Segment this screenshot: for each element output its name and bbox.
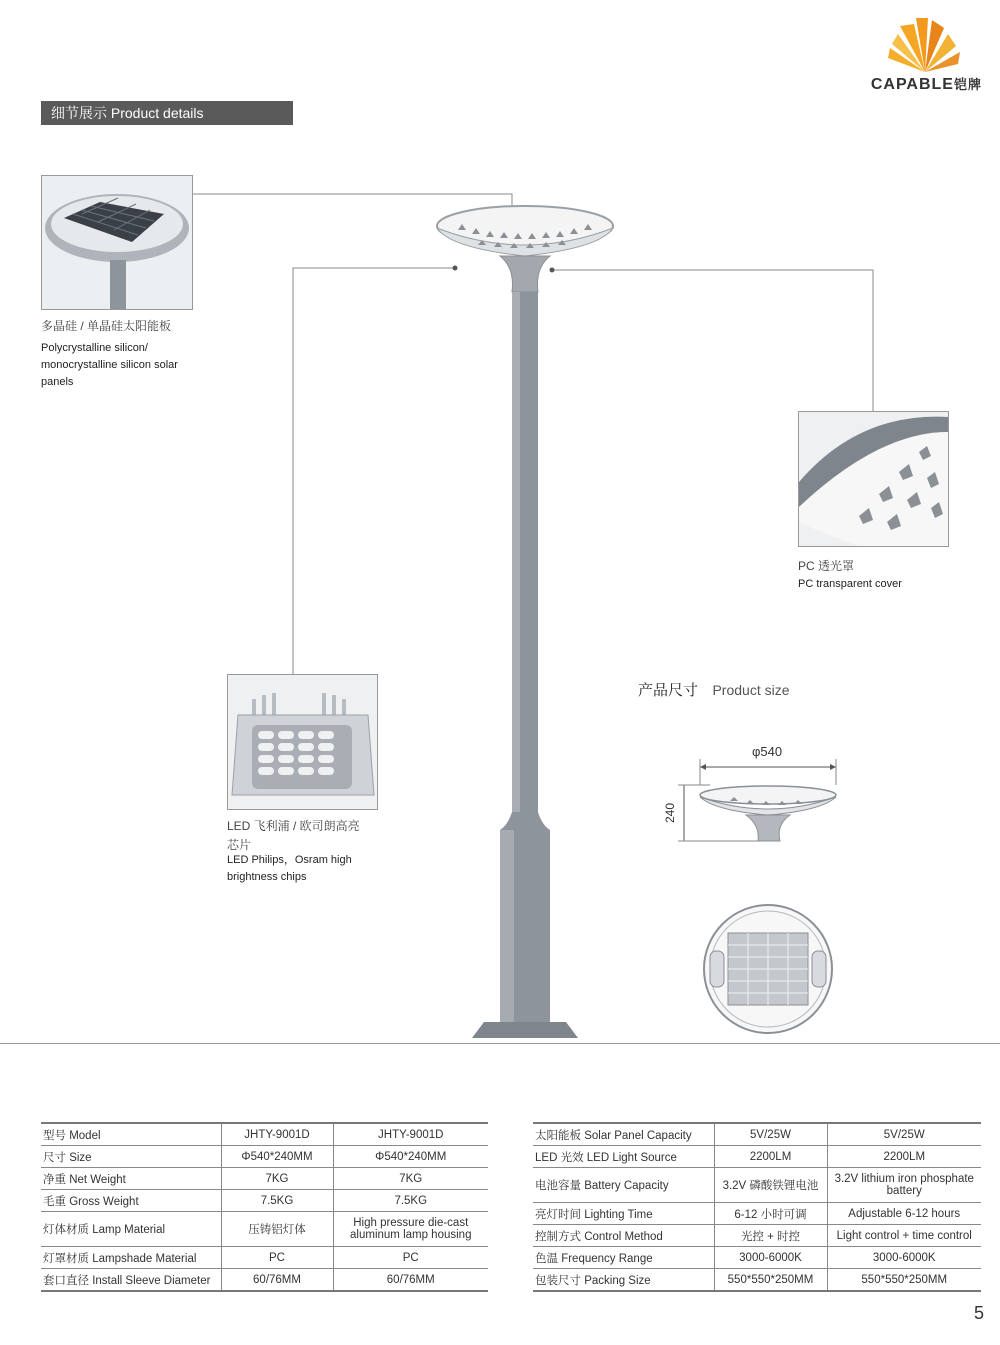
row-value: 550*550*250MM (714, 1269, 827, 1292)
led-caption-en-2: brightness chips (227, 871, 307, 883)
product-size-title (638, 679, 790, 700)
table-row (533, 1146, 981, 1168)
row-value-line-2: battery (886, 1185, 922, 1197)
table-row (41, 1123, 488, 1146)
row-value: Adjustable 6-12 hours (827, 1203, 981, 1225)
solar-panel-icon (42, 176, 192, 309)
row-label: 包装尺寸 Packing Size (533, 1269, 714, 1292)
row-value: 7KG (333, 1168, 488, 1190)
row-label: 净重 Net Weight (41, 1168, 221, 1190)
row-value: PC (221, 1247, 333, 1269)
row-label: 尺寸 Size (41, 1146, 221, 1168)
row-value: Light control + time control (827, 1225, 981, 1247)
row-value: 3000-6000K (827, 1247, 981, 1269)
row-label: 控制方式 Control Method (533, 1225, 714, 1247)
led-caption-en-1: LED Philips，Osram high (227, 854, 352, 866)
row-value: 60/76MM (333, 1269, 488, 1292)
row-value-multiline (827, 1168, 981, 1203)
table-row (41, 1146, 488, 1168)
solar-caption-en-3: panels (41, 376, 74, 388)
brand-name-cn: 铠牌 (953, 77, 982, 92)
cover-caption-cn: PC 透光罩 (798, 559, 855, 573)
row-value: 5V/25W (827, 1123, 981, 1146)
row-label: 色温 Frequency Range (533, 1247, 714, 1269)
table-row (533, 1123, 981, 1146)
row-value: 光控 + 时控 (714, 1225, 827, 1247)
row-label: LED 光效 LED Light Source (533, 1146, 714, 1168)
row-label: 套口直径 Install Sleeve Diameter (41, 1269, 221, 1292)
row-value: 5V/25W (714, 1123, 827, 1146)
pc-cover-icon (799, 412, 948, 546)
table-row (41, 1269, 488, 1292)
product-size-en: Product size (712, 682, 790, 698)
table-row (41, 1212, 488, 1247)
led-module-icon (228, 675, 377, 809)
pc-cover-image (798, 411, 949, 547)
row-label: 型号 Model (41, 1123, 221, 1146)
row-label: 电池容量 Battery Capacity (533, 1168, 714, 1203)
dimension-drawing (670, 755, 850, 1055)
row-label: 亮灯时间 Lighting Time (533, 1203, 714, 1225)
row-value: 2200LM (714, 1146, 827, 1168)
row-value: Φ540*240MM (333, 1146, 488, 1168)
led-caption-cn-2: 芯片 (227, 838, 252, 852)
row-label: 灯罩材质 Lampshade Material (41, 1247, 221, 1269)
spec-table-left (41, 1122, 488, 1292)
diameter-label: φ540 (752, 744, 783, 759)
row-label: 灯体材质 Lamp Material (41, 1212, 221, 1247)
row-value: 7.5KG (221, 1190, 333, 1212)
solar-caption-en-2: monocrystalline silicon solar (41, 359, 178, 371)
row-label: 毛重 Gross Weight (41, 1190, 221, 1212)
row-value: 2200LM (827, 1146, 981, 1168)
row-value: JHTY-9001D (221, 1123, 333, 1146)
row-value-line-2: aluminum lamp housing (350, 1229, 472, 1241)
cover-caption-en: PC transparent cover (798, 578, 902, 590)
table-row (533, 1269, 981, 1292)
table-row (41, 1168, 488, 1190)
row-value: JHTY-9001D (333, 1123, 488, 1146)
row-value: 3000-6000K (714, 1247, 827, 1269)
table-row (533, 1247, 981, 1269)
section-title: 细节展示 Product details (41, 101, 293, 125)
divider (0, 1043, 1000, 1044)
row-value: Φ540*240MM (221, 1146, 333, 1168)
row-label: 太阳能板 Solar Panel Capacity (533, 1123, 714, 1146)
solar-caption-en-1: Polycrystalline silicon/ (41, 342, 148, 354)
table-row (533, 1203, 981, 1225)
table-row (41, 1190, 488, 1212)
led-chips-image (227, 674, 378, 810)
table-row (533, 1225, 981, 1247)
spec-table-right (533, 1122, 981, 1292)
solar-caption-cn: 多晶硅 / 单晶硅太阳能板 (41, 319, 172, 333)
brand-name-en: CAPABLE (870, 76, 954, 93)
led-caption-cn-1: LED 飞利浦 / 欧司朗高亮 (227, 819, 360, 833)
table-row (41, 1247, 488, 1269)
row-value: 60/76MM (221, 1269, 333, 1292)
row-value: PC (333, 1247, 488, 1269)
row-value-line-1: High pressure die-cast (353, 1217, 469, 1229)
table-row (533, 1168, 981, 1203)
height-label: 240 (663, 802, 678, 824)
solar-panel-image (41, 175, 193, 310)
row-value-multiline (333, 1212, 488, 1247)
row-value: 7.5KG (333, 1190, 488, 1212)
product-size-cn: 产品尺寸 (638, 682, 699, 699)
row-value: 7KG (221, 1168, 333, 1190)
page-number: 5 (973, 1303, 984, 1323)
row-value: 550*550*250MM (827, 1269, 981, 1292)
row-value-line-1: 3.2V lithium iron phosphate (834, 1173, 974, 1185)
row-value: 6-12 小时可调 (714, 1203, 827, 1225)
row-value: 3.2V 磷酸铁锂电池 (714, 1168, 827, 1203)
row-value: 压铸铝灯体 (221, 1212, 333, 1247)
